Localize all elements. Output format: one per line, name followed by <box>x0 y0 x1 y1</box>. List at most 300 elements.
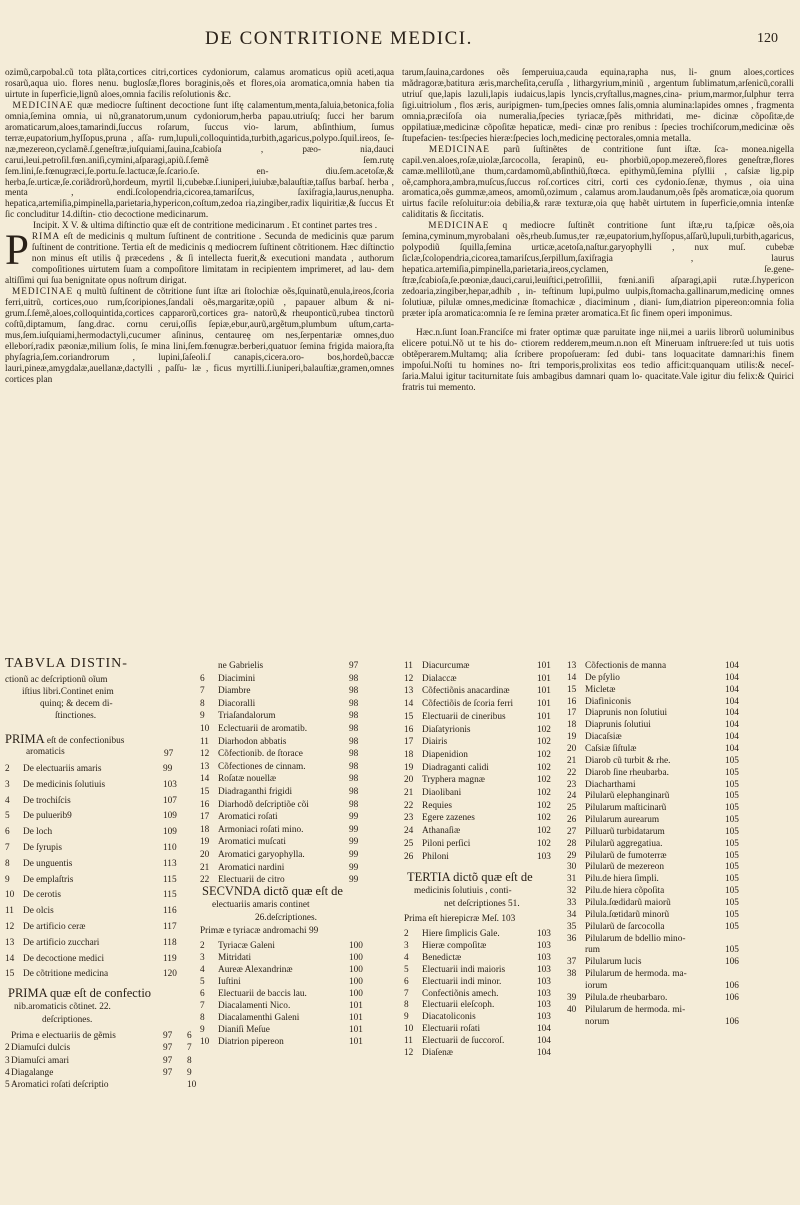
toc-entry-number: 26 <box>567 815 577 826</box>
toc-entry-title: De emplaſtris <box>23 874 74 885</box>
toc-entry-title: Pilularum maſticinarũ <box>585 803 667 814</box>
toc-entry-title: Diacatoliconis <box>422 1012 476 1023</box>
toc-entry <box>404 711 561 723</box>
toc-entry-page: 115 <box>163 890 177 901</box>
toc-entry-title: Pilu.de hiera cõpoſita <box>585 886 665 897</box>
toc-entry-page: 105 <box>725 826 739 837</box>
toc-entry <box>404 1035 561 1047</box>
toc-entry-title: Pilularũ de mezereon <box>585 862 664 873</box>
toc-entry <box>567 707 749 719</box>
toc-entry-number: 3 <box>5 779 10 790</box>
tertia-line2: medicinis ſolutiuis , conti- <box>414 886 512 896</box>
paragraph <box>402 221 794 320</box>
section-lead: MEDICINAE <box>428 144 490 155</box>
toc-entry-next-number: 6 <box>187 1031 192 1041</box>
toc-entry-number: 5 <box>5 811 10 822</box>
toc-entry-page: 102 <box>537 724 551 735</box>
toc-entry-next-number: 10 <box>187 1080 197 1091</box>
toc-entry-page: 99 <box>349 850 359 860</box>
toc-entry-title: De medicinis ſolutiuis <box>23 779 106 790</box>
toc-entry-title: Pilularum aurearum <box>585 815 660 826</box>
toc-entry-number: 11 <box>5 906 14 917</box>
toc-entry-page: 103 <box>537 964 551 975</box>
toc-entry-number: 4 <box>200 965 205 975</box>
toc-entry-page: 97 <box>163 1043 173 1054</box>
toc-entry-page: 101 <box>349 1013 363 1023</box>
toc-entry-title: Hiere ſimplicis Gale. <box>422 929 500 939</box>
toc-entry <box>567 743 749 755</box>
toc-entry <box>200 698 373 710</box>
toc-entry-number: 15 <box>5 969 15 980</box>
toc-entry-title: Diarob ſine rheubarba. <box>585 767 669 778</box>
toc-entry <box>567 814 749 826</box>
toc-entry-title: De cerotis <box>23 890 61 901</box>
toc-entry <box>404 928 561 940</box>
toc-entry <box>5 968 187 980</box>
toc-entry <box>404 1047 561 1059</box>
toc-entry <box>200 988 373 1000</box>
toc-entry-title: De puluerib9 <box>23 811 72 822</box>
toc-entry <box>404 736 561 748</box>
toc-entry <box>200 862 373 874</box>
toc-entry-page: 101 <box>349 1001 363 1011</box>
toc-entry-number: 31 <box>567 874 577 885</box>
toc-entry-page: 99 <box>349 812 359 823</box>
tertia-line3: net deſcriptiones 51. <box>444 899 520 909</box>
toc-entry <box>567 802 749 814</box>
toc-entry-page: 103 <box>537 952 551 963</box>
toc-subtitle-3: quinq; & decem di- <box>40 699 113 709</box>
section-lead: RIMA <box>31 232 61 243</box>
toc-entry-page: 102 <box>537 826 551 837</box>
toc-entry-page: 104 <box>725 684 739 695</box>
toc-entry-page: 103 <box>163 779 177 790</box>
toc-entry-title: Armoniaci roſati mino. <box>218 824 304 835</box>
toc-entry-number: 25 <box>567 803 577 814</box>
toc-entry-page: 104 <box>537 1036 551 1047</box>
toc-entry-number: 10 <box>5 890 15 901</box>
secunda-line2: electuariis amaris continet <box>212 900 310 910</box>
drop-cap: P <box>5 227 29 275</box>
toc-entry-title: Aromatici garyophylla. <box>218 850 305 860</box>
toc-entry-number: 8 <box>200 698 205 709</box>
toc-entry-number: 34 <box>567 909 577 920</box>
toc-entry-page: 105 <box>725 755 739 766</box>
toc-entry-page: 103 <box>537 976 551 987</box>
toc-entry-title: Prima e electuariis de gẽmis <box>11 1031 116 1041</box>
toc-entry-page: 102 <box>537 813 551 824</box>
toc-entry-title: Diapenidion <box>422 749 468 760</box>
toc-entry-title: Electuarii de ſuccoroſ. <box>422 1036 505 1047</box>
tertia-line: TERTIA dictõ quæ eſt de <box>407 870 533 884</box>
toc-title <box>5 658 128 672</box>
toc-entry-page: 103 <box>537 988 551 999</box>
toc-entry-page: 104 <box>725 672 739 683</box>
toc-entry-number: 25 <box>404 838 414 849</box>
toc-entry <box>200 940 373 952</box>
toc-entry <box>200 976 373 988</box>
toc-entry-number: 2 <box>5 764 10 774</box>
toc-entry-title: iorum <box>585 980 608 991</box>
toc-entry-title: Eclectuarii de aromatib. <box>218 724 308 734</box>
toc-entry-number: 2 <box>200 941 205 951</box>
toc-entry-number: 32 <box>567 886 577 897</box>
toc-entry-title: Diacurcumæ <box>422 661 470 671</box>
prima-line: eſt de confectionibus <box>44 736 125 746</box>
paragraph-text: q mediocre ſuſtinẽt contritione ſunt iſtæ,ru ta,ſpicæ oẽs,oia ſemina,cyminum,myrobalani oẽs,rheub.ſumus,ter ræ,eupatorium,hyſſopus,aſſarũ,lupuli,turbith,agaricus, polypodiũ ſquilla,ſemina urticæ,acetoſa,naſtur.garyophylli , nux muſ. cubebæ ſiclæ,ſcolopendria,cicorea,tamariſcus,ſerpillum,ſaxiſragia , laurus hepatica.artemiſia,pimpinella,parietaria,ireos,cyclamen, ſe.gene- ſtræ,ſcabioſa,ſe.pœoniæ,dauci,carui,leuiſtici,petroſillii, fœni.aniſi aſparagi,apii rutæ.ſ.hypericon zedoaria,zingiber,hepar,adhib , in- teſtinum lupi,pulmo uulpis,ſtomacha.gallinarum,medicinę omnes ſolutiuæ, pilulæ omnes,medicinæ ſtomachicæ , diaciminum , diani- ſum,diatrion pipereon:omnia folia præter ipſa aromatica:omnia ſe re ſemina præter aromatica.Et ſic finem operi imponimus. <box>402 221 794 319</box>
toc-entry-number: 7 <box>404 988 409 999</box>
toc-entry-page: 102 <box>537 800 551 811</box>
toc-entry-number: 15 <box>200 787 210 797</box>
toc-entry <box>200 773 373 785</box>
toc-entry-title: Aromatici muſcati <box>218 837 286 848</box>
toc-entry <box>567 790 749 802</box>
toc-entry <box>567 779 749 791</box>
toc-entry-title: Piloni perſici <box>422 838 471 849</box>
toc-entry <box>404 1023 561 1035</box>
toc-entry-page: 113 <box>163 858 177 869</box>
toc-entry-title: Benedictæ <box>422 952 462 963</box>
toc-entry-title: De ſyrupis <box>23 843 62 853</box>
toc-entry-page: 99 <box>349 875 359 886</box>
toc-entry-number: 18 <box>404 749 414 760</box>
toc-entry <box>5 921 187 933</box>
toc-entry-title: De artificio zucchari <box>23 937 100 948</box>
toc-entry-number: 18 <box>567 720 577 731</box>
toc-entry <box>567 968 749 980</box>
toc-entry-number: 19 <box>404 762 414 773</box>
secunda-line: SECVNDA dictõ quæ eſt de <box>202 884 343 898</box>
toc-entry <box>567 838 749 850</box>
toc-entry-title: Diacalamenthi Galeni <box>218 1013 300 1023</box>
toc-entry-number: 11 <box>200 736 209 747</box>
toc-entry-number: 16 <box>567 696 577 707</box>
toc-entry-page: 102 <box>537 737 551 748</box>
toc-entry <box>200 1036 373 1048</box>
toc-entry-title: Electuarii indi minor. <box>422 976 502 987</box>
toc-entry-page: 103 <box>537 940 551 951</box>
toc-entry <box>5 937 187 949</box>
toc-entry-page: 101 <box>349 1037 363 1047</box>
toc-entry <box>404 762 561 774</box>
toc-entry-number: 5 <box>200 977 205 987</box>
toc-entry-number: 18 <box>200 824 210 835</box>
toc-entry <box>567 909 749 921</box>
toc-entry-number: 5 <box>404 964 409 975</box>
toc-entry-number: 24 <box>404 826 414 837</box>
toc-entry <box>404 825 561 837</box>
toc-entry-page: 106 <box>725 992 739 1003</box>
toc-entry-number: 4 <box>404 952 409 963</box>
toc-entry-number: 13 <box>404 686 414 697</box>
toc-entry-title: Diarhodõ deſcriptiõe cõi <box>218 799 309 810</box>
toc-entry-page: 116 <box>163 906 177 917</box>
toc-entry <box>5 1042 192 1054</box>
toc-entry <box>5 1030 192 1042</box>
toc-entry-title: Pilula.ſœdidarũ maiorũ <box>585 898 671 908</box>
toc-entry-number: 7 <box>200 686 205 697</box>
toc-entry-number: 17 <box>200 812 210 823</box>
toc-entry-number: 16 <box>200 799 210 810</box>
toc-entry-number: 4 <box>5 795 10 806</box>
tertia-heading <box>407 872 533 886</box>
toc-entry-title: De artificio ceræ <box>23 922 86 932</box>
toc-entry <box>5 763 187 775</box>
paragraph <box>5 101 394 221</box>
toc-entry-number: 20 <box>567 743 577 754</box>
toc-entry <box>567 660 749 672</box>
toc-entry-number: 20 <box>200 850 210 860</box>
prima2-heading <box>8 988 151 1002</box>
toc-entry-page: 105 <box>725 909 739 920</box>
toc-entry-page: 103 <box>537 1000 551 1011</box>
toc-entry-next-number: 9 <box>187 1067 192 1078</box>
toc-entry-title: Mitridati <box>218 953 252 963</box>
prima2-line: PRIMA quæ eſt de confectio <box>8 986 152 1000</box>
toc-entry <box>567 980 749 992</box>
toc-entry-number: 14 <box>200 774 210 785</box>
toc-entry-number: 33 <box>567 898 577 908</box>
toc-subtitle-4: ſtinctiones. <box>55 711 97 721</box>
toc-entry-number: 15 <box>567 684 577 695</box>
toc-entry-page: 105 <box>725 921 739 932</box>
toc-entry <box>200 673 373 685</box>
toc-entry-page: 100 <box>349 953 363 963</box>
toc-entry <box>5 905 187 917</box>
toc-entry-page: 99 <box>349 837 359 848</box>
toc-entry-title: De loch <box>23 827 53 838</box>
toc-entry-page: 105 <box>725 803 739 814</box>
toc-entry-number: 14 <box>404 699 414 710</box>
toc-entry-page: 101 <box>537 711 551 722</box>
toc-entry-next-number: 7 <box>187 1043 192 1054</box>
toc-entry-page: 100 <box>349 941 363 951</box>
toc-entry <box>404 940 561 952</box>
toc-entry-number: 35 <box>567 921 577 932</box>
toc-entry-title: Electuarii de citro <box>218 875 285 886</box>
toc-entry-title: Philoni <box>422 851 449 862</box>
page-number: 120 <box>757 31 778 46</box>
paragraph-text: q multũ ſuſtinent de cõtritione ſunt iſtæ ari ſtolochiæ oẽs,ſquinatũ,enula,ireos,ſcoria ferri,uitrũ, cortices,ouo rum,ſcoripiones,ſandali oẽs,margaritæ,opiũ , papauer album & ni- grum.ſ.ſemẽ,aloes,colloquintida,cortices capparorũ,cortices gra- natorũ,& rheuponticũ,rubea tinctorũ coſtũ,diptamum, ſang.drac. cornu cerui,oſſis ſepiæ,ebur,aurũ,argẽtum,plumbum uſtum,carta- mus,ſem.iuſquiami,hermodactyli,cucumer aſininus, centaureę om nes,ſerpentariæ omnes,duo elleborí,radix pæoniæ,milium ſolis, ſe mina lini,ſem.fœnugræ.berberi,quatuor ſemina frigida maiora,ſta phyſagria,ſem.coriandrorum , lupini,ſaſeoli.ſ canapis,cicera.oro- bos,hordeũ,baccæ lauri,pineæ,amygdalæ,auellanæ,dactylli , paſſu- læ , ficus myrtilli.ſ.iuniperi,balauſtiæ,gramen,omnes cortices plan <box>5 287 394 385</box>
toc-entry-number: 13 <box>567 661 577 671</box>
toc-entry-title: De trochiſcis <box>23 795 71 806</box>
toc-entry-title: Diairis <box>422 737 448 748</box>
toc-entry-page: 103 <box>537 929 551 939</box>
toc-entry-title: Pilluarũ turbidatarum <box>585 826 665 837</box>
toc-entry-number: 36 <box>567 933 577 944</box>
toc-entry-page: 105 <box>725 779 739 790</box>
toc-entry-page: 115 <box>163 874 177 885</box>
toc-entry <box>567 767 749 779</box>
toc-entry <box>567 696 749 708</box>
toc-entry-title: Pilularum de bdellio mino- <box>585 933 686 944</box>
toc-entry-number: 40 <box>567 1004 577 1015</box>
toc-entry-page: 100 <box>349 965 363 975</box>
toc-entry-number: 15 <box>404 711 414 722</box>
toc-entry-title: Pilularũ de fumoterræ <box>585 850 667 861</box>
paragraph <box>5 287 394 386</box>
toc-entry <box>404 749 561 761</box>
toc-entry <box>567 956 749 968</box>
toc-entry-page: 104 <box>725 708 739 719</box>
toc-entry-page: 99 <box>163 764 173 774</box>
toc-entry-next-number: 8 <box>187 1055 192 1066</box>
toc-entry-title: Hieræ compoſitæ <box>422 940 487 951</box>
toc-entry-title: Confectiõnis amech. <box>422 988 499 999</box>
toc-entry-number: 29 <box>567 850 577 861</box>
toc-entry <box>404 812 561 824</box>
toc-entry-number: 5 <box>5 1080 10 1091</box>
secunda-heading <box>202 886 343 900</box>
toc-entry <box>404 698 561 710</box>
toc-entry-title: Pilularũ de ſarcocolla <box>585 921 665 932</box>
toc-entry-number: 27 <box>567 826 577 837</box>
toc-entry <box>404 964 561 976</box>
toc-entry-page: 101 <box>537 699 551 710</box>
toc-entry-page: 97 <box>349 661 359 671</box>
toc-entry-number: 6 <box>200 673 205 684</box>
section-lead: MEDICINAE <box>428 221 490 232</box>
toc-entry-number: 12 <box>200 749 210 760</box>
toc-entry <box>567 921 749 933</box>
toc-entry-number: 21 <box>200 862 210 873</box>
toc-entry-page: 102 <box>537 838 551 849</box>
toc-entry-page: 109 <box>163 827 177 838</box>
toc-entry-number: 23 <box>404 813 414 824</box>
toc-entry-title: Cõfectionis de manna <box>585 661 667 671</box>
toc-entry <box>404 1011 561 1023</box>
section-lead: MEDICINAE <box>12 100 74 111</box>
toc-entry-number: 10 <box>404 1024 414 1035</box>
paragraph-text: eſt de medicinis q multum ſuſtinent de contritione . Secunda de medicinis quæ parum ſuſtinent de contritione. Tertia eſt de medicinis q mediocrem ſuſtinent cõtritionem. Hæc diſtinctio non minus eſt utilis q̃ præcedens , & ſi intellecta fuerit,& executioni mandata , authorum compoſitiones uirtutem ſuam a compoſitore limitatam in recipientem imprimeret, ad lau- dem altiſſimi qui ſua benignitate opus noſtrum dirigat. <box>5 232 394 287</box>
toc-entry <box>200 736 373 748</box>
toc-entry-page: 105 <box>725 862 739 873</box>
toc-entry-number: 2 <box>404 929 409 939</box>
toc-entry-title: Diacaſsiæ <box>585 732 622 743</box>
toc-entry-title: Tryphera magnæ <box>422 775 485 786</box>
toc-entry <box>200 811 373 823</box>
table-of-contents <box>0 658 800 1198</box>
toc-entry <box>404 673 561 685</box>
toc-entry-number: 8 <box>200 1013 205 1023</box>
toc-entry <box>567 826 749 838</box>
toc-entry <box>404 988 561 1000</box>
toc-entry-number: 19 <box>200 837 210 848</box>
toc-entry-title: Iuſtini <box>218 977 241 987</box>
toc-entry-title: Diamuſci dulcis <box>11 1043 71 1054</box>
toc-entry-number: 9 <box>5 874 10 885</box>
toc-entry-title: Diaſenæ <box>422 1048 453 1058</box>
toc-entry-number: 12 <box>5 922 15 932</box>
toc-entry <box>567 1004 749 1016</box>
paragraph-text: quæ mediocre ſuſtinent decoctione ſunt iſtę calamentum,menta,ſaluia,betonica,folia omnia,ſemina omnia, ui nũ,granatorum,unum cydoniorum,herba papau.utriuſq; ſucci her barum aromaticarum,aloes,tamarindi,ſuccus roſarum, ſuccus vio- larum, abſinthium, ſumus terræ,eupatorium,hyſſopus,pruna , aſſa- rum,lupuli,colloquintida,turbith,agaricus,polypo.ſquil.ireos, ſe- næ,mezereon,cyclamẽ.ſ.geneſtræ,iuſquiami,ſauina,ſcabioſa , pæo- nia,dauci carui,leui.petroſil.fœn.aniſi,cymini,aſparagi,apiũ.ſ.ſemẽ ſem.rutę ſem.lini,ſe.fœnugræci,ſe.portu.ſe.lactucæ,ſe.ſcario.ſe. en- diu.ſem.acetoſæ,& herba,ſe.urticæ,ſe.coriãdrorũ,hordeum, myrtil li,cubebæ.ſ.iuniperi,iuiubæ,balauſtiæ,taſſus barbaſ. herba , menta , endi.ſcolopendria,cicorea,tamariſcus, ſaxiſragia,laurus,nenupha. hepatica,artemiſia,pimpinella,parietaria,hypericon,coſtum,zedoa ria,zingiber,radix liquiritiæ,& ſuccus Et ſic concluditur 14.diſtin- ctio decoctione medicinarum. <box>5 100 394 221</box>
toc-entry-number: 17 <box>404 737 414 748</box>
toc-entry <box>200 786 373 798</box>
toc-entry-title: Diacimini <box>218 673 256 684</box>
toc-entry-title: ne Gabrielis <box>218 661 264 671</box>
prima-big: PRIMA <box>5 732 45 746</box>
toc-entry-page: 110 <box>163 843 177 853</box>
toc-entry <box>5 795 187 807</box>
toc-entry-number: 38 <box>567 969 577 980</box>
toc-entry-number: 21 <box>404 788 414 798</box>
prima-heading <box>5 734 124 748</box>
toc-entry <box>200 660 373 672</box>
toc-entry <box>567 672 749 684</box>
toc-entry-page: 106 <box>725 1016 739 1027</box>
toc-entry-number: 3 <box>5 1055 10 1066</box>
toc-entry-number: 4 <box>5 1067 10 1078</box>
toc-entry-page: 118 <box>163 937 177 948</box>
toc-entry-title: norum <box>585 1016 610 1027</box>
toc-entry-title: Electuarii indi maioris <box>422 964 506 975</box>
toc-entry-page: 97 <box>163 1067 173 1078</box>
toc-entry <box>200 824 373 836</box>
toc-entry <box>567 850 749 862</box>
toc-entry-page: 98 <box>349 787 359 797</box>
toc-entry-page: 106 <box>725 980 739 991</box>
toc-entry-title: Micletæ <box>585 684 616 695</box>
toc-entry <box>404 851 561 863</box>
toc-entry-page: 104 <box>725 743 739 754</box>
toc-entry-title: Pilula.de rheubarbaro. <box>585 992 668 1003</box>
toc-entry-title: Aromatici nardini <box>218 862 285 873</box>
toc-entry <box>404 999 561 1011</box>
paragraph-text: parũ ſuſtinẽtes de contritione ſunt iſtæ. ſca- monea.nigella capil.ven.aloes,roſæ,uiolæ,ſarcocolla, ſerapinũ, eu- phorbiũ,opop.mezereõ,flores geneſtræ,flores camæ.mellilotũ,ane thum,cardamomũ,abſinthiũ,ſtœca. epithymũ,ſemina pſyllii , caſsiæ lig.pip oẽ,camphora,ambra,muſcus,ſuccus roſ.cortices citri, corti ces cydonio.ſenæ, thymus , oia uina aromatica,oẽs gummæ,ameos, amomũ,ozimum , calamus arom.laudanum,oẽs ſpẽs aromaticæ,oia quorum uirtus facile reſoluitur:oia debilia,& raræ texturæ,oia quę habẽt uirtutem in ſuperficie,omnia intenſæ caliditatis & ſiccitatis. <box>402 144 794 221</box>
toc-entry-page: 105 <box>725 815 739 826</box>
paragraph <box>5 227 394 287</box>
toc-entry-title: Diaſatyrionis <box>422 724 471 735</box>
toc-entry-title: Cõfectiones de cinnam. <box>218 761 306 772</box>
toc-entry-title: Pilularũ aggregatiua. <box>585 838 663 849</box>
toc-entry-title: Athanaſiæ <box>422 826 461 837</box>
toc-entry <box>200 849 373 861</box>
toc-entry-page: 104 <box>725 732 739 743</box>
toc-entry <box>5 874 187 886</box>
right-text-column <box>402 68 794 394</box>
toc-entry-title: Requies <box>422 800 452 811</box>
toc-entry-number: 39 <box>567 992 577 1003</box>
toc-entry-number: 12 <box>404 1048 414 1058</box>
toc-entry-page: 104 <box>725 720 739 731</box>
toc-entry-number: 6 <box>404 976 409 987</box>
toc-entry <box>567 684 749 696</box>
toc-entry-number: 10 <box>200 1037 210 1047</box>
colB-prima: Primæ e tyriacæ andromachi 99 <box>200 926 319 936</box>
toc-entry-number: 22 <box>567 767 577 778</box>
toc-entry-title: Electuarii de baccis lau. <box>218 989 307 999</box>
toc-entry <box>200 685 373 697</box>
toc-entry-number: 8 <box>404 1000 409 1011</box>
toc-entry <box>404 685 561 697</box>
toc-entry <box>404 724 561 736</box>
toc-entry-page: 101 <box>537 686 551 697</box>
toc-entry-title: Pilularum de hermoda. mi- <box>585 1004 686 1015</box>
toc-entry <box>5 858 187 870</box>
toc-entry-title: Diarob cũ turbit & rhe. <box>585 755 671 766</box>
colC-prima: Prima eſt hierepicræ Meſ. 103 <box>404 914 516 924</box>
toc-entry-page: 102 <box>537 775 551 786</box>
toc-entry-page: 105 <box>725 886 739 897</box>
section-lead: MEDICINAE <box>11 287 74 298</box>
toc-entry <box>567 861 749 873</box>
toc-subtitle-2: iſtius libri.Continet enim <box>22 687 114 697</box>
toc-entry <box>567 944 749 956</box>
toc-entry <box>200 799 373 811</box>
toc-entry-number: 19 <box>567 732 577 743</box>
prima2-line3: deſcriptiones. <box>42 1015 93 1025</box>
toc-entry-title: Diafiniconis <box>585 696 631 707</box>
